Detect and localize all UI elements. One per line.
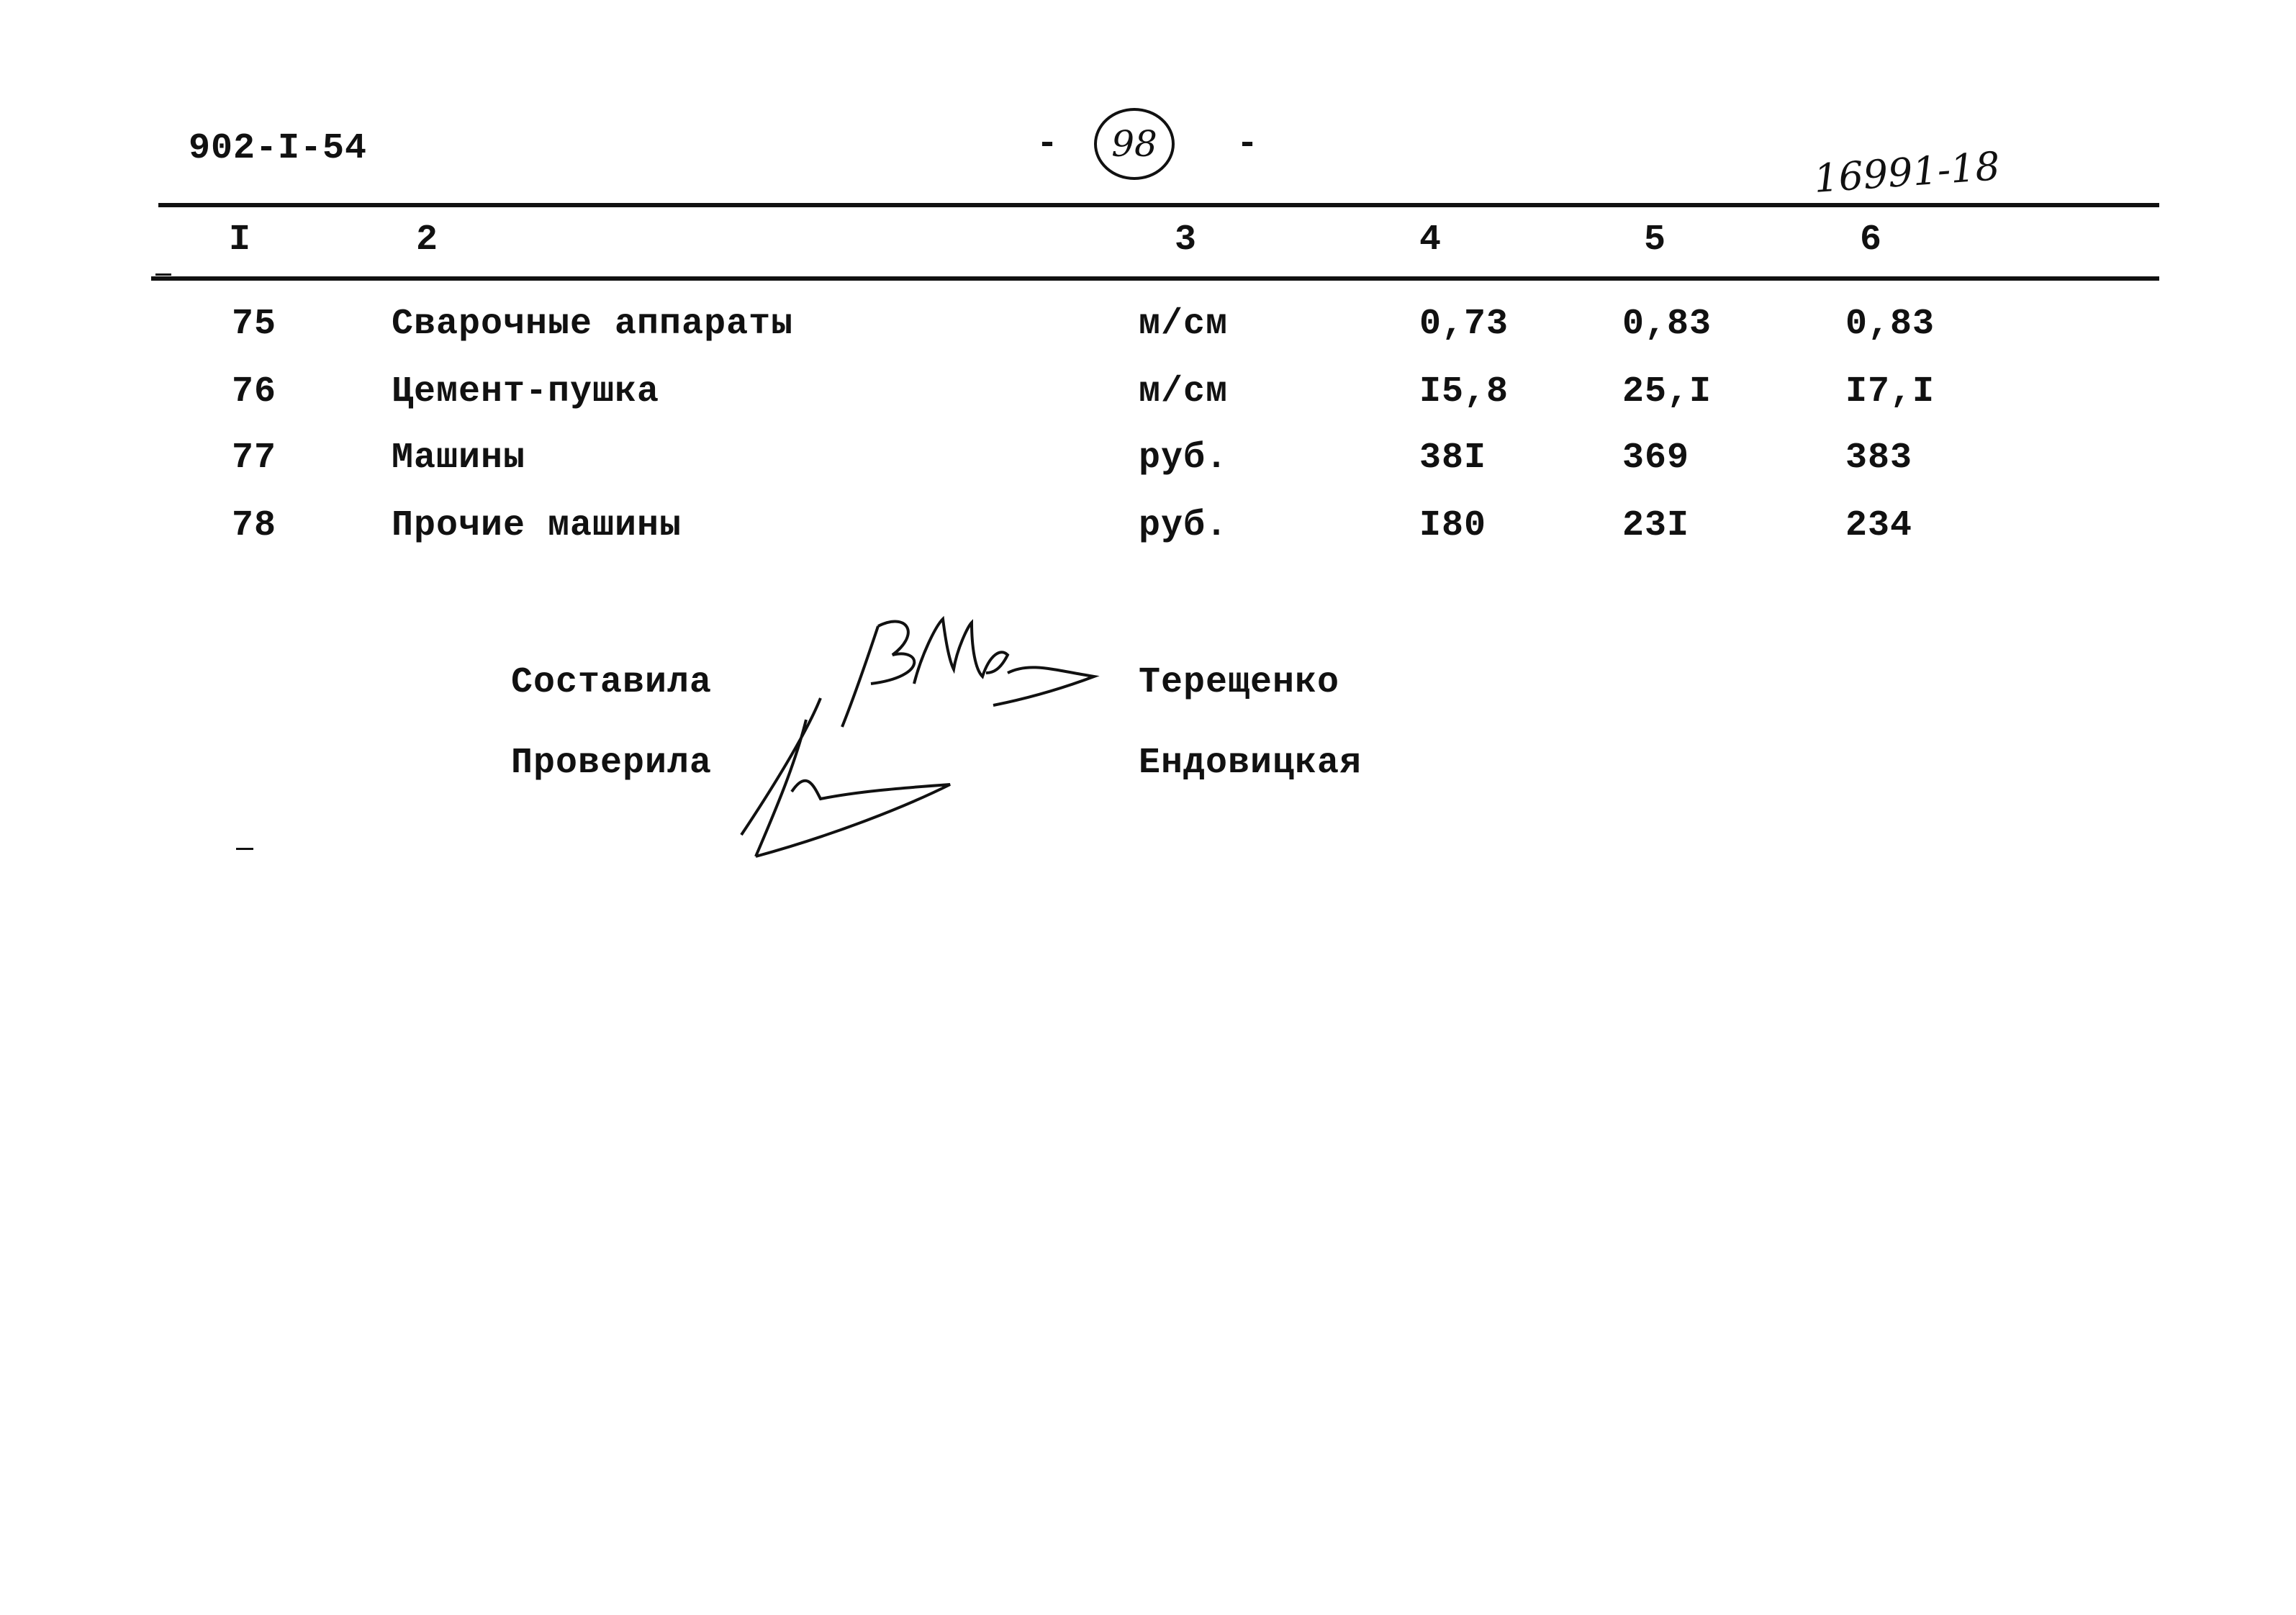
- page-number-circle: [1094, 108, 1175, 180]
- row-name: Цемент-пушка: [392, 371, 660, 412]
- row-value-5: 25,I: [1622, 371, 1712, 412]
- row-unit: м/см: [1139, 304, 1229, 345]
- table-top-rule: [158, 203, 2159, 207]
- row-number: 76: [232, 371, 277, 412]
- row-name: Машины: [392, 438, 526, 479]
- table-row: [0, 438, 2296, 495]
- row-value-6: I7,I: [1845, 371, 1935, 412]
- column-header: 6: [1860, 220, 1883, 261]
- row-value-5: 369: [1622, 438, 1690, 479]
- column-header: I: [229, 220, 252, 261]
- compiled-by-name: Терещенко: [1139, 662, 1340, 703]
- column-header: 5: [1644, 220, 1667, 261]
- table-row: [0, 505, 2296, 563]
- row-unit: м/см: [1139, 371, 1229, 412]
- row-value-4: I5,8: [1419, 371, 1509, 412]
- row-value-5: 23I: [1622, 505, 1690, 546]
- column-header: 4: [1419, 220, 1442, 261]
- checker-signature-icon: [727, 691, 957, 864]
- row-number: 77: [232, 438, 277, 479]
- row-value-4: 38I: [1419, 438, 1487, 479]
- stray-mark: [236, 848, 253, 850]
- page-dash-right: -: [1237, 124, 1260, 165]
- row-value-5: 0,83: [1622, 304, 1712, 345]
- row-name: Прочие машины: [392, 505, 682, 546]
- page-dash-left: -: [1036, 124, 1059, 165]
- column-header: 2: [416, 220, 439, 261]
- page-number: 98: [1111, 123, 1157, 165]
- row-unit: руб.: [1139, 438, 1229, 479]
- row-value-4: I80: [1419, 505, 1487, 546]
- checked-by-label: Проверила: [511, 743, 713, 784]
- row-unit: руб.: [1139, 505, 1229, 546]
- stray-mark: [155, 273, 171, 276]
- table-row: [0, 371, 2296, 429]
- column-header: 3: [1175, 220, 1198, 261]
- checked-by-name: Ендовицкая: [1139, 743, 1362, 784]
- row-value-6: 0,83: [1845, 304, 1935, 345]
- row-number: 78: [232, 505, 277, 546]
- document-code: 902-I-54: [189, 128, 368, 169]
- row-value-6: 234: [1845, 505, 1913, 546]
- row-name: Сварочные аппараты: [392, 304, 794, 345]
- compiled-by-label: Составила: [511, 662, 713, 703]
- row-value-6: 383: [1845, 438, 1913, 479]
- table-header-row: [0, 220, 2296, 277]
- table-row: [0, 304, 2296, 361]
- row-number: 75: [232, 304, 277, 345]
- row-value-4: 0,73: [1419, 304, 1509, 345]
- archive-number: 16991-18: [1812, 143, 2002, 202]
